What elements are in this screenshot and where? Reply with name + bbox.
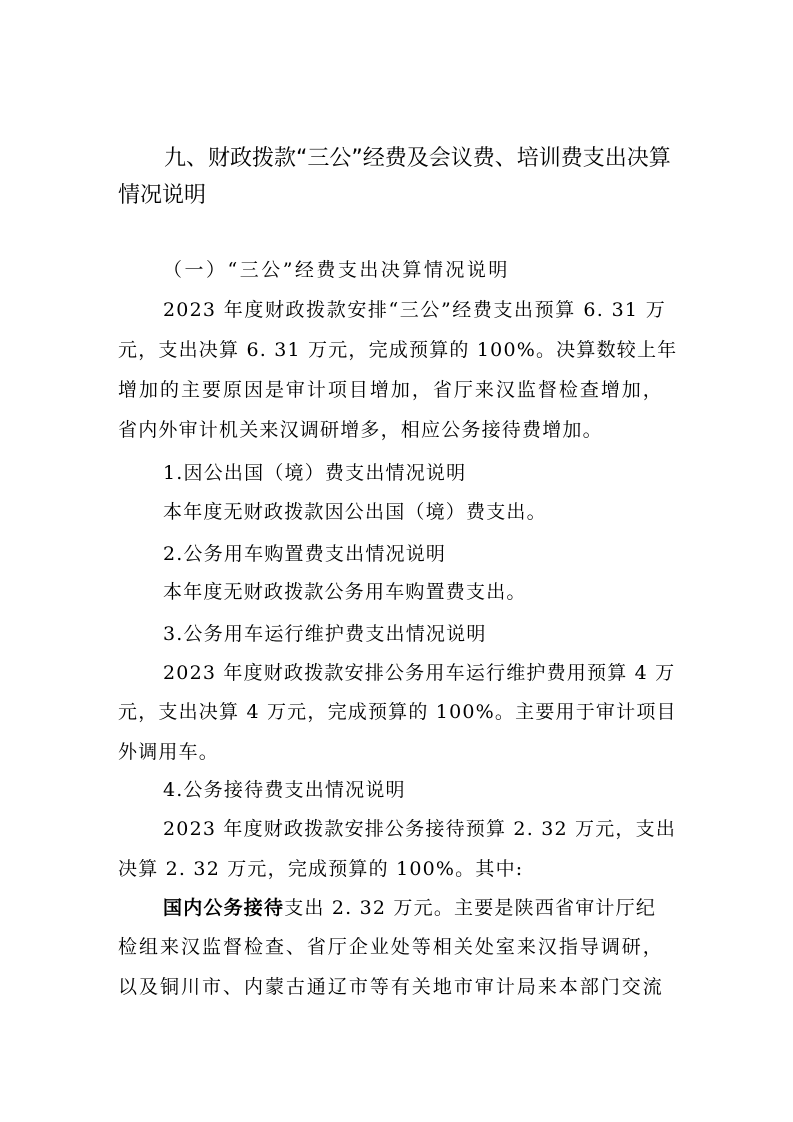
paragraph-line	[163, 894, 666, 922]
item-text-2: 本年度无财政拨款公务用车购置费支出。	[163, 581, 527, 603]
item-heading-4: 4.公务接待费支出情况说明	[163, 779, 406, 801]
paragraph-line: 决算 2. 32 万元，完成预算的 100%。其中:	[118, 858, 524, 880]
bold-term: 国内公务接待	[163, 897, 285, 919]
paragraph-line: 检组来汉监督检查、省厅企业处等相关处室来汉指导调研，	[118, 936, 663, 958]
title-line-1: 九、财政拨款“三公”经费及会议费、培训费支出决算	[164, 146, 671, 171]
paragraph-line: 2023 年度财政拨款安排“三公”经费支出预算 6. 31 万	[163, 299, 666, 321]
subsection-heading: （一）“三公”经费支出决算情况说明	[163, 259, 510, 281]
paragraph-line: 外调用车。	[118, 741, 220, 763]
item-heading-1: 1.因公出国（境）费支出情况说明	[163, 462, 467, 484]
item-text-1: 本年度无财政拨款因公出国（境）费支出。	[163, 501, 547, 523]
paragraph-line: 元，支出决算 4 万元，完成预算的 100%。主要用于审计项目	[118, 701, 677, 723]
section-title	[118, 140, 678, 214]
paragraph-line: 增加的主要原因是审计项目增加，省厅来汉监督检查增加，	[118, 379, 663, 401]
paragraph-line: 元，支出决算 6. 31 万元，完成预算的 100%。决算数较上年	[118, 339, 678, 361]
item-heading-3: 3.公务用车运行维护费支出情况说明	[163, 623, 487, 645]
title-line-2: 情况说明	[118, 183, 207, 208]
item-heading-2: 2.公务用车购置费支出情况说明	[163, 543, 447, 565]
paragraph-line: 2023 年度财政拨款安排公务接待预算 2. 32 万元，支出	[163, 818, 677, 840]
paragraph-text: 支出 2. 32 万元。主要是陕西省审计厅纪	[284, 897, 657, 919]
paragraph-line: 2023 年度财政拨款安排公务用车运行维护费用预算 4 万	[163, 662, 676, 684]
paragraph-line: 以及铜川市、内蒙古通辽市等有关地市审计局来本部门交流	[118, 976, 663, 998]
paragraph-line: 省内外审计机关来汉调研增多，相应公务接待费增加。	[118, 419, 603, 441]
